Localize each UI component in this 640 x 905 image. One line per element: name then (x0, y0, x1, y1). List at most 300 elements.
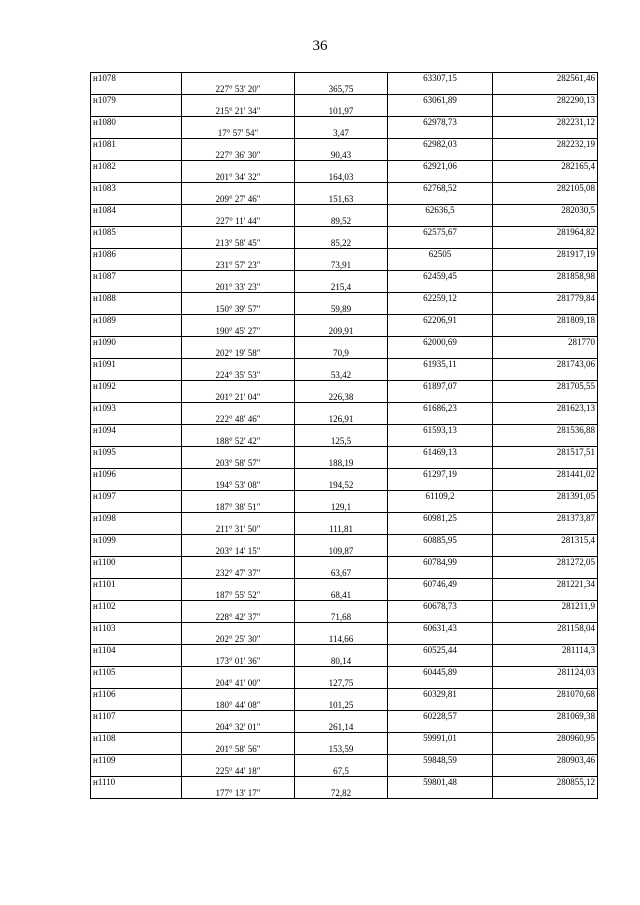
x-coordinate-cell: 61897,07 (388, 381, 493, 392)
y-coordinate-cell (493, 150, 598, 161)
y-coordinate-cell: 281211,9 (493, 601, 598, 612)
point-row (91, 425, 598, 436)
point-name-cell: н1090 (91, 337, 182, 348)
y-coordinate-cell: 281779,84 (493, 293, 598, 304)
x-coordinate-cell (388, 348, 493, 359)
segment-row (91, 656, 598, 667)
segment-row (91, 480, 598, 491)
direction-angle-cell: 227° 36' 30" (182, 150, 295, 161)
direction-angle-cell: 213° 58' 45" (182, 238, 295, 249)
point-name-cell (91, 700, 182, 711)
y-coordinate-cell (493, 106, 598, 117)
y-coordinate-cell: 281623,13 (493, 403, 598, 414)
distance-cell: 129,1 (295, 502, 388, 513)
point-name-cell (91, 414, 182, 425)
segment-row (91, 348, 598, 359)
distance-cell (295, 535, 388, 546)
segment-row (91, 436, 598, 447)
point-name-cell: н1081 (91, 139, 182, 150)
direction-angle-cell: 180° 44' 08" (182, 700, 295, 711)
distance-cell (295, 271, 388, 282)
y-coordinate-cell: 282165,4 (493, 161, 598, 172)
distance-cell: 72,82 (295, 788, 388, 799)
point-row (91, 579, 598, 590)
direction-angle-cell (182, 381, 295, 392)
point-name-cell: н1093 (91, 403, 182, 414)
distance-cell (295, 447, 388, 458)
distance-cell: 59,89 (295, 304, 388, 315)
x-coordinate-cell (388, 392, 493, 403)
distance-cell: 365,75 (295, 84, 388, 95)
distance-cell (295, 711, 388, 722)
distance-cell (295, 425, 388, 436)
y-coordinate-cell (493, 766, 598, 777)
point-row (91, 161, 598, 172)
point-name-cell: н1101 (91, 579, 182, 590)
x-coordinate-cell: 62206,91 (388, 315, 493, 326)
direction-angle-cell (182, 557, 295, 568)
y-coordinate-cell: 281964,82 (493, 227, 598, 238)
distance-cell (295, 645, 388, 656)
y-coordinate-cell: 281221,34 (493, 579, 598, 590)
point-name-cell: н1089 (91, 315, 182, 326)
segment-row (91, 678, 598, 689)
direction-angle-cell (182, 117, 295, 128)
x-coordinate-cell: 61297,19 (388, 469, 493, 480)
y-coordinate-cell (493, 282, 598, 293)
point-row (91, 491, 598, 502)
point-name-cell: н1098 (91, 513, 182, 524)
x-coordinate-cell (388, 414, 493, 425)
distance-cell (295, 601, 388, 612)
direction-angle-cell (182, 447, 295, 458)
x-coordinate-cell: 61109,2 (388, 491, 493, 502)
y-coordinate-cell (493, 722, 598, 733)
point-row (91, 337, 598, 348)
x-coordinate-cell (388, 766, 493, 777)
point-row (91, 73, 598, 84)
distance-cell: 209,91 (295, 326, 388, 337)
y-coordinate-cell: 281517,51 (493, 447, 598, 458)
x-coordinate-cell: 60445,89 (388, 667, 493, 678)
x-coordinate-cell: 59848,59 (388, 755, 493, 766)
direction-angle-cell: 215° 21' 34" (182, 106, 295, 117)
y-coordinate-cell (493, 788, 598, 799)
x-coordinate-cell: 62505 (388, 249, 493, 260)
x-coordinate-cell: 61469,13 (388, 447, 493, 458)
y-coordinate-cell (493, 502, 598, 513)
point-row (91, 733, 598, 744)
point-row (91, 315, 598, 326)
x-coordinate-cell (388, 612, 493, 623)
y-coordinate-cell (493, 678, 598, 689)
x-coordinate-cell (388, 326, 493, 337)
y-coordinate-cell: 281391,05 (493, 491, 598, 502)
distance-cell (295, 249, 388, 260)
point-row (91, 755, 598, 766)
direction-angle-cell: 231° 57' 23" (182, 260, 295, 271)
direction-angle-cell: 202° 19' 58" (182, 348, 295, 359)
point-row (91, 535, 598, 546)
distance-cell: 226,38 (295, 392, 388, 403)
point-name-cell (91, 106, 182, 117)
segment-row (91, 744, 598, 755)
y-coordinate-cell (493, 260, 598, 271)
segment-row (91, 150, 598, 161)
direction-angle-cell: 232° 47' 37" (182, 568, 295, 579)
point-row (91, 95, 598, 106)
y-coordinate-cell: 281705,55 (493, 381, 598, 392)
direction-angle-cell: 150° 39' 57" (182, 304, 295, 315)
point-row (91, 117, 598, 128)
point-row (91, 205, 598, 216)
x-coordinate-cell: 62259,12 (388, 293, 493, 304)
point-name-cell: н1080 (91, 117, 182, 128)
point-name-cell: н1099 (91, 535, 182, 546)
x-coordinate-cell: 60784,99 (388, 557, 493, 568)
distance-cell (295, 73, 388, 84)
point-name-cell (91, 348, 182, 359)
y-coordinate-cell: 281315,4 (493, 535, 598, 546)
segment-row (91, 194, 598, 205)
direction-angle-cell (182, 425, 295, 436)
direction-angle-cell (182, 535, 295, 546)
point-row (91, 293, 598, 304)
segment-row (91, 282, 598, 293)
segment-row (91, 634, 598, 645)
direction-angle-cell: 188° 52' 42" (182, 436, 295, 447)
distance-cell: 151,63 (295, 194, 388, 205)
x-coordinate-cell (388, 480, 493, 491)
x-coordinate-cell (388, 260, 493, 271)
point-row (91, 667, 598, 678)
point-row (91, 711, 598, 722)
point-name-cell (91, 502, 182, 513)
segment-row (91, 304, 598, 315)
distance-cell (295, 667, 388, 678)
point-name-cell (91, 524, 182, 535)
distance-cell: 73,91 (295, 260, 388, 271)
x-coordinate-cell: 62636,5 (388, 205, 493, 216)
point-name-cell (91, 282, 182, 293)
distance-cell: 126,91 (295, 414, 388, 425)
point-row (91, 513, 598, 524)
distance-cell: 125,5 (295, 436, 388, 447)
distance-cell (295, 227, 388, 238)
segment-row (91, 370, 598, 381)
point-name-cell (91, 172, 182, 183)
x-coordinate-cell (388, 722, 493, 733)
distance-cell: 90,43 (295, 150, 388, 161)
direction-angle-cell (182, 711, 295, 722)
y-coordinate-cell: 281743,06 (493, 359, 598, 370)
direction-angle-cell: 204° 41' 00" (182, 678, 295, 689)
x-coordinate-cell: 62768,52 (388, 183, 493, 194)
point-name-cell: н1083 (91, 183, 182, 194)
distance-cell: 89,52 (295, 216, 388, 227)
direction-angle-cell (182, 293, 295, 304)
y-coordinate-cell: 281114,3 (493, 645, 598, 656)
y-coordinate-cell: 282231,12 (493, 117, 598, 128)
segment-row (91, 392, 598, 403)
point-name-cell (91, 326, 182, 337)
x-coordinate-cell: 62000,69 (388, 337, 493, 348)
x-coordinate-cell: 62575,67 (388, 227, 493, 238)
direction-angle-cell (182, 161, 295, 172)
point-name-cell: н1103 (91, 623, 182, 634)
distance-cell: 71,68 (295, 612, 388, 623)
x-coordinate-cell (388, 436, 493, 447)
y-coordinate-cell (493, 612, 598, 623)
point-row (91, 227, 598, 238)
distance-cell (295, 139, 388, 150)
distance-cell (295, 205, 388, 216)
distance-cell: 111,81 (295, 524, 388, 535)
direction-angle-cell: 173° 01' 36" (182, 656, 295, 667)
x-coordinate-cell: 59991,01 (388, 733, 493, 744)
segment-row (91, 766, 598, 777)
x-coordinate-cell: 63307,15 (388, 73, 493, 84)
y-coordinate-cell: 281272,05 (493, 557, 598, 568)
direction-angle-cell (182, 689, 295, 700)
point-name-cell (91, 722, 182, 733)
point-row (91, 403, 598, 414)
point-name-cell (91, 546, 182, 557)
distance-cell: 188,19 (295, 458, 388, 469)
direction-angle-cell: 203° 58' 57" (182, 458, 295, 469)
direction-angle-cell (182, 139, 295, 150)
y-coordinate-cell (493, 590, 598, 601)
direction-angle-cell: 177° 13' 17" (182, 788, 295, 799)
point-name-cell (91, 678, 182, 689)
point-name-cell: н1085 (91, 227, 182, 238)
x-coordinate-cell (388, 788, 493, 799)
point-name-cell (91, 150, 182, 161)
x-coordinate-cell (388, 634, 493, 645)
point-name-cell (91, 260, 182, 271)
x-coordinate-cell: 61935,11 (388, 359, 493, 370)
point-name-cell (91, 304, 182, 315)
direction-angle-cell: 187° 55' 52" (182, 590, 295, 601)
point-name-cell: н1110 (91, 777, 182, 788)
y-coordinate-cell: 281441,02 (493, 469, 598, 480)
direction-angle-cell: 201° 58' 56" (182, 744, 295, 755)
x-coordinate-cell (388, 216, 493, 227)
point-row (91, 689, 598, 700)
point-name-cell: н1092 (91, 381, 182, 392)
distance-cell (295, 117, 388, 128)
point-name-cell (91, 392, 182, 403)
point-row (91, 623, 598, 634)
direction-angle-cell (182, 579, 295, 590)
point-row (91, 183, 598, 194)
distance-cell (295, 755, 388, 766)
segment-row (91, 326, 598, 337)
x-coordinate-cell: 60525,44 (388, 645, 493, 656)
x-coordinate-cell (388, 524, 493, 535)
y-coordinate-cell: 281770 (493, 337, 598, 348)
distance-cell: 194,52 (295, 480, 388, 491)
x-coordinate-cell (388, 150, 493, 161)
distance-cell (295, 293, 388, 304)
coordinates-table-body (91, 73, 598, 799)
direction-angle-cell: 201° 33' 23" (182, 282, 295, 293)
segment-row (91, 502, 598, 513)
x-coordinate-cell: 62921,06 (388, 161, 493, 172)
direction-angle-cell (182, 755, 295, 766)
distance-cell (295, 315, 388, 326)
y-coordinate-cell (493, 84, 598, 95)
point-row (91, 601, 598, 612)
y-coordinate-cell: 281809,18 (493, 315, 598, 326)
point-name-cell: н1109 (91, 755, 182, 766)
distance-cell (295, 557, 388, 568)
y-coordinate-cell: 281124,03 (493, 667, 598, 678)
point-row (91, 249, 598, 260)
y-coordinate-cell (493, 172, 598, 183)
segment-row (91, 612, 598, 623)
direction-angle-cell (182, 601, 295, 612)
x-coordinate-cell: 63061,89 (388, 95, 493, 106)
distance-cell: 127,75 (295, 678, 388, 689)
y-coordinate-cell: 282290,13 (493, 95, 598, 106)
y-coordinate-cell (493, 458, 598, 469)
direction-angle-cell (182, 403, 295, 414)
point-name-cell: н1086 (91, 249, 182, 260)
point-name-cell: н1105 (91, 667, 182, 678)
x-coordinate-cell (388, 194, 493, 205)
point-name-cell (91, 766, 182, 777)
y-coordinate-cell: 282561,46 (493, 73, 598, 84)
distance-cell: 101,97 (295, 106, 388, 117)
point-name-cell (91, 788, 182, 799)
distance-cell: 80,14 (295, 656, 388, 667)
coordinates-table (90, 72, 598, 799)
y-coordinate-cell: 282232,19 (493, 139, 598, 150)
x-coordinate-cell: 61593,13 (388, 425, 493, 436)
x-coordinate-cell (388, 590, 493, 601)
distance-cell: 164,03 (295, 172, 388, 183)
point-name-cell: н1094 (91, 425, 182, 436)
point-name-cell (91, 612, 182, 623)
direction-angle-cell (182, 645, 295, 656)
point-name-cell (91, 656, 182, 667)
point-name-cell (91, 128, 182, 139)
segment-row (91, 84, 598, 95)
x-coordinate-cell (388, 370, 493, 381)
x-coordinate-cell: 60228,57 (388, 711, 493, 722)
segment-row (91, 788, 598, 799)
y-coordinate-cell (493, 568, 598, 579)
x-coordinate-cell: 61686,23 (388, 403, 493, 414)
y-coordinate-cell: 281917,19 (493, 249, 598, 260)
distance-cell (295, 491, 388, 502)
point-row (91, 139, 598, 150)
point-name-cell: н1097 (91, 491, 182, 502)
point-name-cell: н1102 (91, 601, 182, 612)
point-name-cell (91, 590, 182, 601)
distance-cell: 85,22 (295, 238, 388, 249)
point-name-cell: н1079 (91, 95, 182, 106)
x-coordinate-cell (388, 502, 493, 513)
point-name-cell: н1108 (91, 733, 182, 744)
y-coordinate-cell (493, 634, 598, 645)
direction-angle-cell (182, 469, 295, 480)
point-name-cell: н1087 (91, 271, 182, 282)
y-coordinate-cell: 280903,46 (493, 755, 598, 766)
y-coordinate-cell (493, 216, 598, 227)
direction-angle-cell (182, 73, 295, 84)
y-coordinate-cell (493, 744, 598, 755)
x-coordinate-cell (388, 678, 493, 689)
segment-row (91, 260, 598, 271)
point-name-cell (91, 84, 182, 95)
direction-angle-cell: 187° 38' 51" (182, 502, 295, 513)
point-row (91, 447, 598, 458)
direction-angle-cell (182, 491, 295, 502)
y-coordinate-cell (493, 480, 598, 491)
distance-cell: 153,59 (295, 744, 388, 755)
distance-cell (295, 777, 388, 788)
point-name-cell (91, 634, 182, 645)
distance-cell (295, 733, 388, 744)
segment-row (91, 172, 598, 183)
point-name-cell: н1100 (91, 557, 182, 568)
x-coordinate-cell: 62459,45 (388, 271, 493, 282)
point-name-cell: н1095 (91, 447, 182, 458)
point-name-cell (91, 238, 182, 249)
point-name-cell: н1104 (91, 645, 182, 656)
point-name-cell (91, 458, 182, 469)
direction-angle-cell: 203° 14' 15" (182, 546, 295, 557)
point-name-cell: н1091 (91, 359, 182, 370)
point-name-cell: н1107 (91, 711, 182, 722)
point-name-cell (91, 568, 182, 579)
direction-angle-cell: 201° 21' 04" (182, 392, 295, 403)
distance-cell: 67,5 (295, 766, 388, 777)
x-coordinate-cell (388, 656, 493, 667)
point-row (91, 469, 598, 480)
segment-row (91, 128, 598, 139)
segment-row (91, 106, 598, 117)
x-coordinate-cell (388, 84, 493, 95)
segment-row (91, 568, 598, 579)
direction-angle-cell (182, 183, 295, 194)
x-coordinate-cell (388, 106, 493, 117)
direction-angle-cell: 190° 45' 27" (182, 326, 295, 337)
y-coordinate-cell: 281158,04 (493, 623, 598, 634)
x-coordinate-cell: 60885,95 (388, 535, 493, 546)
distance-cell: 63,67 (295, 568, 388, 579)
x-coordinate-cell: 60678,73 (388, 601, 493, 612)
segment-row (91, 590, 598, 601)
distance-cell (295, 513, 388, 524)
y-coordinate-cell (493, 392, 598, 403)
direction-angle-cell (182, 667, 295, 678)
x-coordinate-cell: 60631,43 (388, 623, 493, 634)
direction-angle-cell: 201° 34' 32" (182, 172, 295, 183)
direction-angle-cell: 194° 53' 08" (182, 480, 295, 491)
distance-cell (295, 403, 388, 414)
direction-angle-cell (182, 337, 295, 348)
segment-row (91, 700, 598, 711)
point-name-cell (91, 744, 182, 755)
distance-cell (295, 161, 388, 172)
y-coordinate-cell: 282030,5 (493, 205, 598, 216)
direction-angle-cell: 209° 27' 46" (182, 194, 295, 205)
segment-row (91, 238, 598, 249)
y-coordinate-cell: 282105,08 (493, 183, 598, 194)
